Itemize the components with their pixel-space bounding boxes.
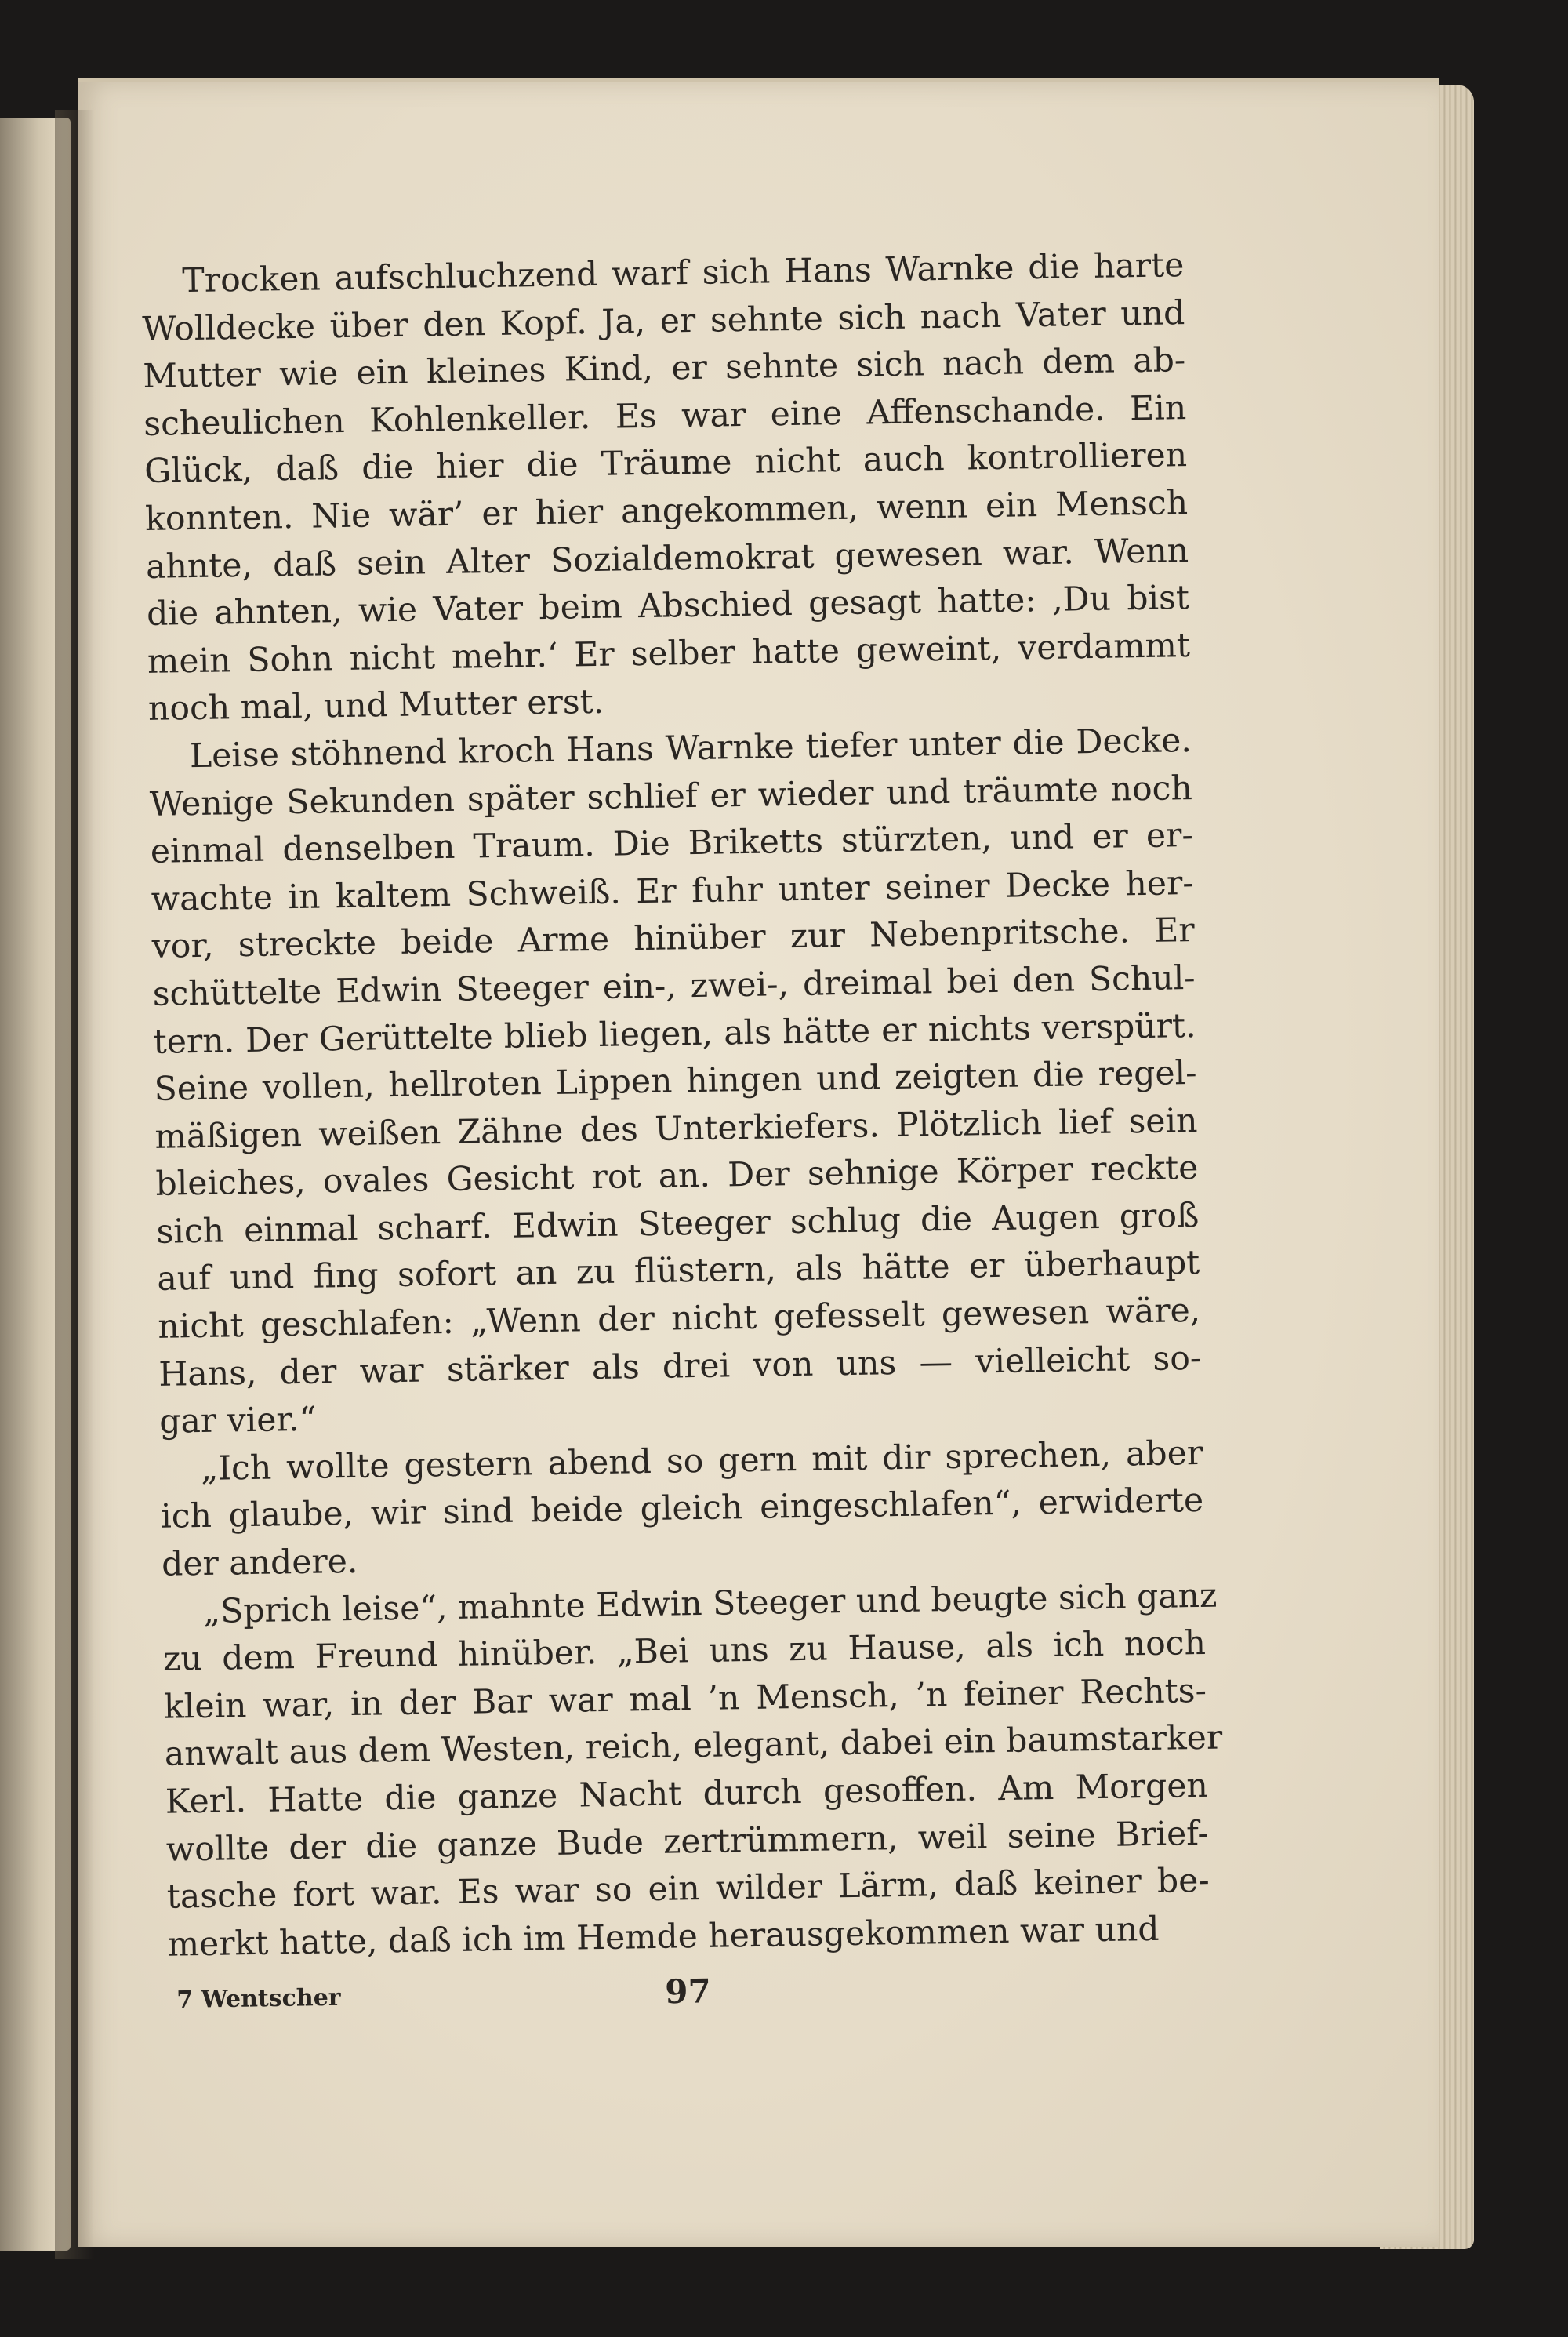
text-line: scheulichen Kohlenkeller. Es war eine Affenschande. Ein [143, 388, 1187, 444]
text-line: „Ich wollte gestern abend so gern mit dir sprechen, aber [200, 1434, 1203, 1488]
text-line: anwalt aus dem Westen, reich, elegant, dabei ein baumstarker [164, 1718, 1223, 1775]
paragraph [149, 718, 1203, 1447]
text-line: vor, streckte beide Arme hinüber zur Nebenpritsche. Er [151, 911, 1196, 967]
text-line: merkt hatte, daß ich im Hemde herausgekommen war und [167, 1910, 1160, 1964]
page-number: 97 [664, 1972, 712, 2012]
text-line: die ahnten, wie Vater beim Abschied gesagt hatte: ‚Du bist [146, 579, 1190, 634]
paragraph [162, 1573, 1223, 1970]
paragraph [160, 1430, 1205, 1590]
gutter-shadow [55, 110, 94, 2259]
text-line: Wenige Sekunden später schlief er wieder und träumte noch [149, 769, 1193, 824]
text-line: wollte der die ganze Bude zertrümmern, weil seine Brief- [165, 1814, 1210, 1870]
text-line: tasche fort war. Es war so ein wilder Lärm, daß keiner be- [166, 1862, 1210, 1917]
text-line: konnten. Nie wär’ er hier angekommen, wenn ein Mensch [144, 484, 1189, 539]
body-text [141, 242, 1223, 1969]
text-line: Mutter wie ein kleines Kind, er sehnte sich nach dem ab- [142, 341, 1186, 397]
text-line: zu dem Freund hinüber. „Bei uns zu Hause, als ich noch [162, 1624, 1207, 1679]
text-line: gar vier.“ [158, 1400, 317, 1442]
text-line: ich glaube, wir sind beide gleich eingeschlafen“, erwiderte [160, 1481, 1204, 1537]
text-line: Glück, daß die hier die Träume nicht auch kontrollieren [143, 436, 1188, 492]
text-line: Wolldecke über den Kopf. Ja, er sehnte sich nach Vater und [142, 293, 1185, 349]
text-line: Hans, der war stärker als drei von uns — vielleicht so- [158, 1339, 1202, 1394]
text-line: schüttelte Edwin Steeger ein-, zwei-, dreimal bei den Schul- [152, 958, 1196, 1014]
text-line: Kerl. Hatte die ganze Nacht durch gesoffen. Am Morgen [165, 1766, 1209, 1822]
text-line: Seine vollen, hellroten Lippen hingen und zeigten die regel- [154, 1054, 1197, 1109]
text-line: klein war, in der Bar war mal ’n Mensch, ’n feiner Rechts- [163, 1671, 1207, 1727]
text-line: auf und fing sofort an zu flüstern, als hätte er überhaupt [157, 1244, 1200, 1299]
paragraph [141, 242, 1191, 734]
text-line: noch mal, und Mutter erst. [147, 683, 604, 729]
text-line: „Sprich leise“, mahnte Edwin Steeger und beugte sich ganz [202, 1576, 1218, 1631]
text-line: bleiches, ovales Gesicht rot an. Der sehnige Körper reckte [155, 1149, 1199, 1205]
text-line: nicht geschlafen: „Wenn der nicht gefesselt gewesen wäre, [158, 1292, 1201, 1347]
text-line: ahnte, daß sein Alter Sozialdemokrat gewesen war. Wenn [145, 531, 1189, 587]
text-line: wachte in kaltem Schweiß. Er fuhr unter seiner Decke her- [151, 863, 1195, 919]
text-line: mäßigen weißen Zähne des Unterkiefers. Plötzlich lief sein [154, 1101, 1198, 1157]
text-line: Leise stöhnend kroch Hans Warnke tiefer unter die Decke. [189, 721, 1192, 776]
text-line: tern. Der Gerüttelte blieb liegen, als hätte er nichts verspürt. [153, 1006, 1196, 1062]
text-line: sich einmal scharf. Edwin Steeger schlug die Augen groß [156, 1196, 1200, 1252]
text-line: Trocken aufschluchzend warf sich Hans Warnke die harte [182, 246, 1185, 301]
text-line: einmal denselben Traum. Die Briketts stürzten, und er er- [150, 816, 1194, 872]
signature-mark: 7 Wentscher [176, 1983, 341, 2014]
text-line: der andere. [161, 1542, 358, 1584]
text-line: mein Sohn nicht mehr.‘ Er selber hatte geweint, verdammt [147, 626, 1191, 681]
